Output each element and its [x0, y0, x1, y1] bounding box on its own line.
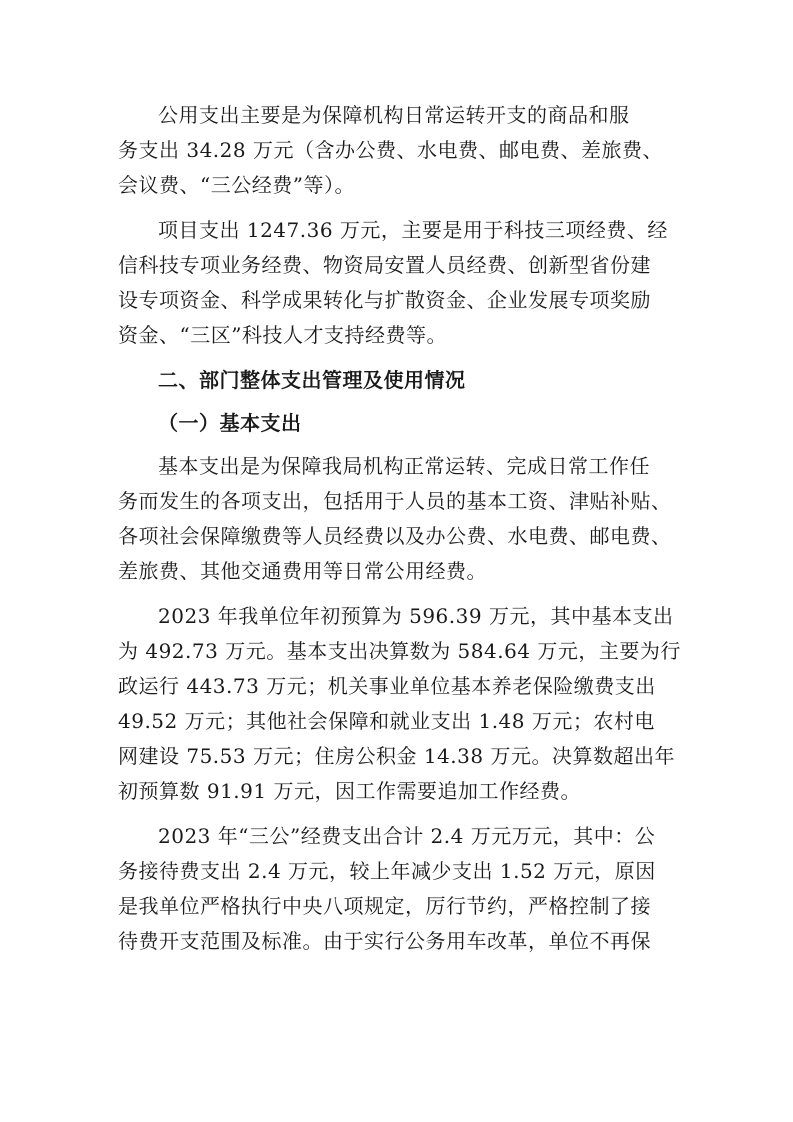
paragraph-three-public-expenses — [118, 819, 678, 959]
text-line: 信科技专项业务经费、物资局安置人员经费、创新型省份建 — [118, 253, 651, 277]
text-line: 是我单位严格执行中央八项规定，厉行节约，严格控制了接 — [118, 894, 651, 918]
text-line: 务接待费支出 2.4 万元，较上年减少支出 1.52 万元，原因 — [118, 859, 656, 883]
text-line: 为 492.73 万元。基本支出决算数为 584.64 万元，主要为行 — [118, 639, 681, 663]
text-line: 49.52 万元；其他社会保障和就业支出 1.48 万元；农村电 — [118, 709, 655, 733]
text-line: 项目支出 1247.36 万元，主要是用于科技三项经费、经 — [158, 218, 668, 242]
text-line: 务而发生的各项支出，包括用于人员的基本工资、津贴补贴、 — [118, 489, 672, 513]
text-line: 基本支出是为保障我局机构正常运转、完成日常工作任 — [158, 454, 650, 478]
text-line: 各项社会保障缴费等人员经费以及办公费、水电费、邮电费、 — [118, 524, 672, 548]
paragraph-project-expenditure — [118, 213, 678, 353]
paragraph-budget-2023 — [118, 599, 681, 809]
text-line: 2023 年我单位年初预算为 596.39 万元，其中基本支出 — [158, 604, 674, 628]
text-line: 差旅费、其他交通费用等日常公用经费。 — [118, 559, 487, 583]
sub-heading: （一）基本支出 — [158, 411, 302, 435]
text-line: 会议费、“三公经费”等）。 — [118, 173, 355, 197]
text-line: 公用支出主要是为保障机构日常运转开支的商品和服 — [158, 103, 630, 127]
text-line: 2023 年“三公”经费支出合计 2.4 万元万元，其中：公 — [158, 824, 656, 848]
text-line: 政运行 443.73 万元；机关事业单位基本养老保险缴费支出 — [118, 674, 656, 698]
document-body — [118, 98, 681, 969]
text-line: 务支出 34.28 万元（含办公费、水电费、邮电费、差旅费、 — [118, 138, 663, 162]
text-line: 待费开支范围及标准。由于实行公务用车改革，单位不再保 — [118, 929, 651, 953]
section-heading: 二、部门整体支出管理及使用情况 — [158, 368, 466, 392]
text-line: 初预算数 91.91 万元，因工作需要追加工作经费。 — [118, 779, 581, 803]
text-line: 设专项资金、科学成果转化与扩散资金、企业发展专项奖励 — [118, 288, 651, 312]
paragraph-basic-expenditure-definition — [118, 449, 678, 589]
text-line: 资金、“三区”科技人才支持经费等。 — [118, 323, 447, 347]
text-line: 网建设 75.53 万元；住房公积金 14.38 万元。决算数超出年 — [118, 744, 675, 768]
paragraph-public-expenditure — [118, 98, 678, 203]
